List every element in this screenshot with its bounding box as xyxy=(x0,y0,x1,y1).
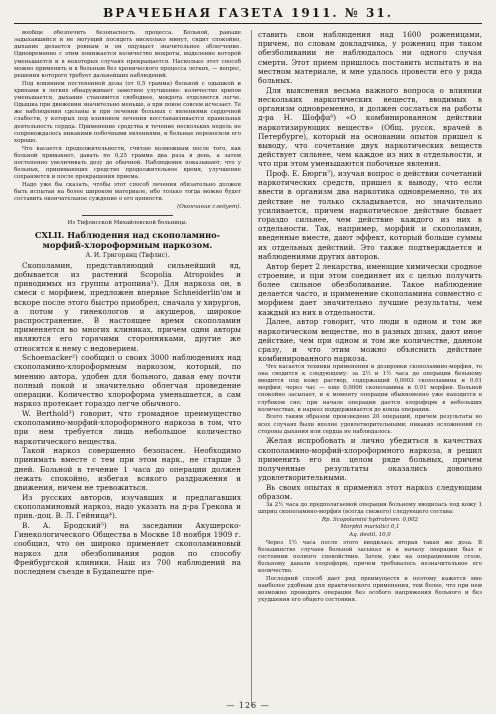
paragraph: Последний способ дает ряд преимуществ и поэтому кажется мне наиболее удобным для практического применения, тем более, что при нем возможно проводить операции без особого напряжения больного и без ухудшения его общего состояния. xyxy=(257,575,482,604)
paragraph: В. А. Бродский⁵) на заседании Акушерско-Гинекологического Общества в Москве 18 ноября 1909 г. сообщил, что он широко применяет скополаминовый наркоз для обезболивания родов по способу Фрейбургской клиники. Наш из 700 наблюдений на последнем съезде в Будапеште пре- xyxy=(14,520,241,576)
paragraph: Проф. Е. Бюрги⁷), изучая вопрос о действии сочетаний наркотических средств, пришел к выводу, что если ввести в организм два наркотика одновременно, то их действие не только складывается, но значительно усиливается, причем наркотическое действие бывает гораздо сильнее, чем действие каждого из них в отдельности. Так, например, морфий и скополамин, введенные вместе, дают эффект, который больше суммы их отдельных действий. Это также подтверждается и наблюдениями других авторов. xyxy=(257,169,482,261)
section-source: Из Тифлисской Михайловской больницы. xyxy=(67,220,188,227)
paragraph: Далее, автор говорит, что люди в одном и том же наркотическом веществе, но в разных дозах, дают иное действие, чем при одном и том же количестве, данном сразу, и что этим можно объяснить действие комбинированного наркоза. xyxy=(257,317,482,364)
paragraph: Для выяснения весьма важного вопроса о влиянии нескольких наркотических веществ, вводимых в организм одновременно, я должен сослаться на работы д-ра Н. Шоффа⁶) «О комбинированном действии наркотизирующих веществ» (Общ. русск. врачей в Петербурге), который на основании опытов пришел к выводу, что сочетание двух наркотических веществ действует сильнее, чем каждое из них в отдельности, и что при этом уменьшаются побочные явления. xyxy=(257,85,482,169)
paragraph: Скополамин, представляющий сильнейший яд, добывается из растений Scopolia Atropoides и приводимых из группы атропина¹). Для наркоза он, в смеси с морфием, предложен впервые Schneiderlin'ом и вскоре после этого быстро приобрел, сначала у хирургов, а потом у гинекологов и акушеров, широкое распространение. В настоящее время скополамин применяется во многих клиниках, причем одни авторы являются его горячими сторонниками, другие же относятся к нему с недоверием. xyxy=(14,260,241,353)
paragraph: Автор берет 2 лекарства, имеющие химически сродное строение, и при этом соединяет их с целью получить более сильное обезболивание. Такое наблюдение делается часто, и применение скополамина совместно с морфием дает значительно лучшие результаты, чем каждый из них в отдельности. xyxy=(257,261,482,317)
prescription-line: Rp. Scopolamini hydrobrom. 0,002 xyxy=(321,516,419,523)
paragraph: За 2½ часа до предполагаемой операции больному вводилась под кожу 1 шприц скополамино-морфия (всегда свежего) следующего состава: xyxy=(257,501,482,515)
paragraph: Через 1½ часа после этого вводилась вторая такая же доза. В большинстве случаев больной засыпал и к началу операции был в состоянии полного спокойствия. Затем, уже на операционном столе, больному давали хлороформ, причем требовалось незначительное его количество. xyxy=(257,539,482,575)
paragraph: ставить свои наблюдения над 1600 роженицами, причем, по словам докладчика, у рожениц при таком обезболивании не наблюдалось ни одного случая смерти. Этот прием пришлось поставить испытать и на местном материале, и мне удалось провести его у ряда больных. xyxy=(257,30,482,86)
paragraph: Вь своих опытах я применял этот наркоз следующим образом. xyxy=(257,482,482,502)
paragraph: Надо уже бы сказать, чтобы этот способ лечения обязательно должен быть испытан на более широком материале, ибо только тогда можно будет составить окончательное суждение о его ценности. xyxy=(14,181,241,203)
paragraph: Под влиянием постепенной дозы (от 0,5 грамма) больной с одышкой и хрипами в легких обнаруживает заметное улучшение: количество хрипов уменьшается, дыхание становится свободнее, мокрота отделяется легче. Одышка при движении значительно меньше, а при покое совсем исчезает. Те же наблюдения сделаны и при лечении больных с явлениями сердечной слабости, у которых под влиянием лечения восстанавливается правильная деятельность сердца. Применение средства в течение нескольких недель не сопровождалось никакими побочными явлениями, и больные переносили его хорошо. xyxy=(14,80,241,144)
right-column xyxy=(251,30,482,706)
prescription-line: Aq. destil. 10,0 xyxy=(349,531,391,538)
paragraph: Schoemacker²) сообщил о своих 3000 наблюдениях над скополамино-хлороформным наркозом, который, по мнению автора, удобен для больного, давая ему почти полный покой и значительно облегчая проведение операции. Количество хлороформа уменьшается, а сам наркоз протекает гораздо легче обычного. xyxy=(14,353,241,409)
paragraph: Что касается продолжительности, считаю возможным после того, как больной привыкнет, давать по 0,25 грамма два раза в день, а затем постепенно увеличивать дозу до обычной. Наблюдения показывают, что у больных, принимающих средство продолжительное время, улучшение сохраняется и после прекращения приема. xyxy=(14,145,241,181)
paragraph: Из русских авторов, изучавших и предлагавших скополаминовый наркоз, надо указать на д-ра Грекова и прив.-доц. В. Л. Гейница⁴). xyxy=(14,492,241,521)
page-number-text: — 126 — xyxy=(226,701,270,710)
divider xyxy=(82,215,173,216)
paragraph: W. Berthold³) говорит, что громадное преимущество скополамино-морфий-хлороформного наркоза в том, что при нем требуется лишь небольшое количество наркотического вещества. xyxy=(14,408,241,446)
article-title: CXLII. Наблюдения над скополамино-морфий-хлороформным наркозом. xyxy=(34,229,221,250)
article-author: А. И. Григорянц (Тифлис). xyxy=(85,251,170,259)
continuation-note: (Окончание следует). xyxy=(177,204,241,211)
page-header: ВРАЧЕБНАЯ ГАЗЕТА 1911. № 31. xyxy=(14,6,482,24)
left-column xyxy=(14,30,241,706)
paragraph: Желая испробовать и лично убедиться в качествах скополамино-морфий-хлороформного наркоза, я решил применить его на целом ряде больных, причем полученные результаты оказались довольно удовлетворительными. xyxy=(257,436,482,483)
paragraph: Всего таким образом произведено 20 операций, причем результаты во всех случаях были вполне удовлетворительными; никаких осложнений со стороны дыхания или сердца не наблюдалось. xyxy=(257,414,482,435)
page-number xyxy=(0,701,496,710)
columns xyxy=(14,30,482,706)
paragraph: Такой наркоз совершенно безопасен. Необходимо принимать вместе с тем при этом нарк., не старше 3 дней. Больной в течение 1 часа до операции должен лежать спокойно, избегая всякого раздражения и движения, ничем не тревожиться. xyxy=(14,446,241,493)
paragraph: Что касается техники применения и дозировки скополамино-морфия, то она сводится к следующему: за 2½ и 1½ часа до операции больному вводится под кожу раствор, содержащий 0,0003 скополамина и 0,01 морфия; через час — еще 0,0006 скополамина и 0,01 морфия. Больной спокойно засыпает, и к моменту операции обыкновенно уже находится в глубоком сне; при начале операции дается хлороформ в небольших количествах, и наркоз поддерживается до конца операции. xyxy=(257,363,482,413)
prescription-line: Morphii muriatici 0,1 xyxy=(340,524,400,531)
paragraph: вообще обезпечить безопасность процесса. Больной, раньше задыхавшийся и не могущий посидеть нисколько минут, сидит спокойно, дыхание делается ровным и он ощущает значительное облегчение. Одновременно с этим понижается количество мокроты, выделение которой уменьшается и в некоторых случаях прекращается. Насколько этот способ можно применить и к больным без хронического процесса легких, — вопрос, решения которого требует дальнейших наблюдений. xyxy=(14,30,241,79)
